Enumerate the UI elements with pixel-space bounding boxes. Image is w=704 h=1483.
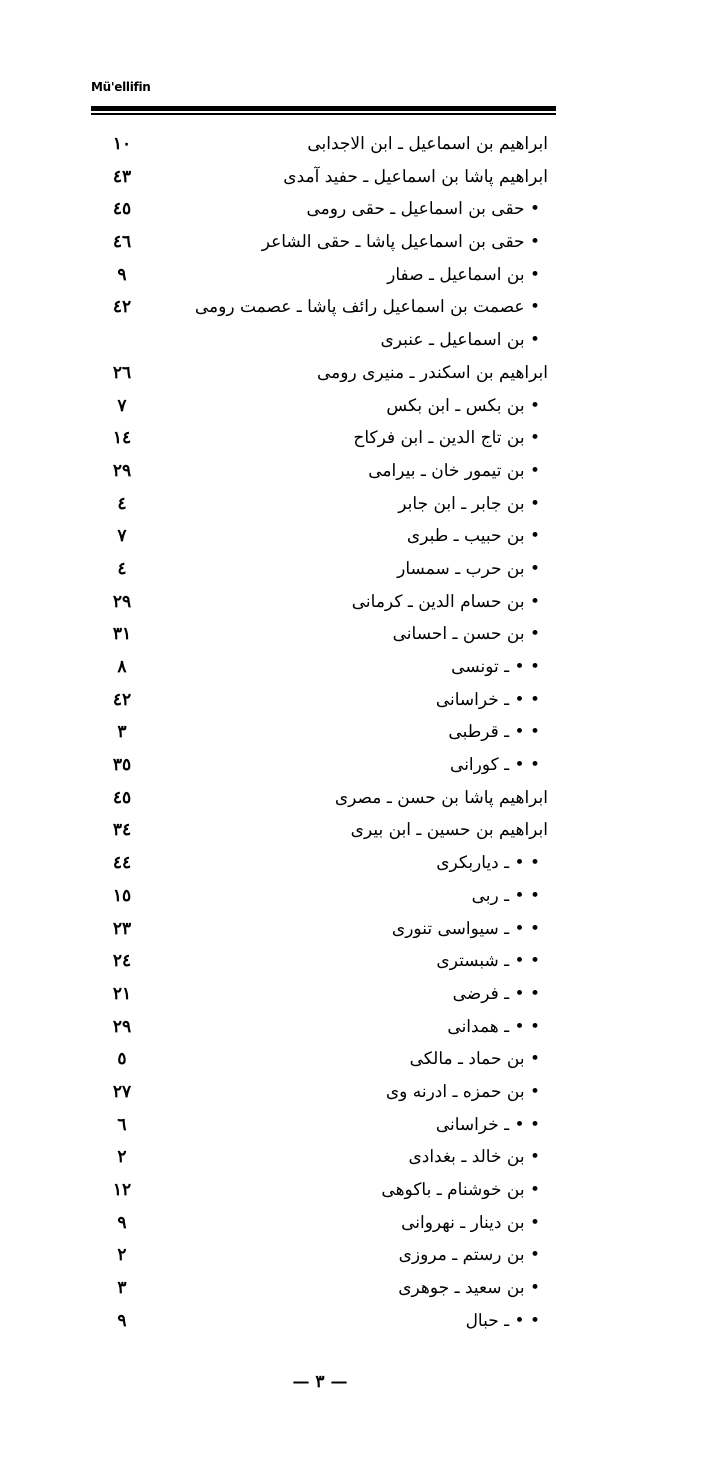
entry-page-number: ٢١ <box>112 983 132 1004</box>
index-entry <box>100 357 548 390</box>
entry-name: • • ـ ربى <box>471 885 540 906</box>
index-entry <box>100 1109 548 1142</box>
entry-name: • حقى بن اسماعيل ـ حقى رومى <box>306 199 540 220</box>
index-entry <box>100 128 548 161</box>
index-entry <box>100 390 548 423</box>
index-entry <box>100 913 548 946</box>
entry-name: • بن حسن ـ احسانى <box>392 624 540 645</box>
entry-name: • • ـ خراسانى <box>435 689 540 710</box>
entry-page-number: ٤٥ <box>112 199 132 220</box>
index-entry <box>100 1141 548 1174</box>
index-entry <box>100 193 548 226</box>
index-entry <box>100 1207 548 1240</box>
entry-page-number: ٤٦ <box>112 232 132 253</box>
entry-name: • بن حمزه ـ ادرنه وى <box>385 1081 540 1102</box>
entry-page-number: ٤ <box>117 558 127 579</box>
entry-page-number: ٤٤ <box>112 853 132 874</box>
entry-name: • بن اسماعيل ـ صفار <box>387 264 540 285</box>
entry-name: • • ـ شبسترى <box>436 951 540 972</box>
index-entries-list <box>100 128 548 1337</box>
index-entry <box>100 1011 548 1044</box>
index-entry <box>100 488 548 521</box>
entry-page-number: ٢٩ <box>112 1016 132 1037</box>
entry-page-number: ٣٤ <box>112 820 132 841</box>
entry-page-number: ٢٤ <box>112 951 132 972</box>
index-entry <box>100 978 548 1011</box>
index-entry <box>100 1305 548 1338</box>
entry-name: ابراهيم پاشا بن حسن ـ مصرى <box>334 787 548 808</box>
entry-page-number: ٢٩ <box>112 460 132 481</box>
entry-name: • بن حرب ـ سمسار <box>397 558 540 579</box>
running-head: Mü'ellifin <box>91 80 151 94</box>
entry-name: • بن سعيد ـ جوهرى <box>398 1278 540 1299</box>
index-entry <box>100 161 548 194</box>
entry-page-number: ٧ <box>117 526 127 547</box>
entry-page-number: ١٤ <box>112 428 132 449</box>
entry-page-number: ٤ <box>117 493 127 514</box>
index-entry <box>100 945 548 978</box>
entry-name: • • ـ همدانى <box>447 1016 540 1037</box>
entry-page-number: ٦ <box>117 1114 127 1135</box>
index-entry <box>100 1174 548 1207</box>
entry-page-number: ٣ <box>117 722 127 743</box>
entry-name: • • ـ فرضى <box>452 983 540 1004</box>
entry-name: ابراهيم بن اسكندر ـ منيرى رومى <box>316 362 548 383</box>
entry-page-number: ٣١ <box>112 624 132 645</box>
entry-name: • بن جابر ـ ابن جابر <box>398 493 540 514</box>
index-entry <box>100 618 548 651</box>
entry-name: • بن خوشنام ـ باكوهى <box>381 1180 540 1200</box>
entry-name: ابراهيم بن حسين ـ ابن بيرى <box>350 820 548 841</box>
entry-name: • بن تاج الدين ـ ابن فركاح <box>353 428 540 449</box>
entry-page-number: ٢ <box>117 1147 127 1168</box>
entry-name: • حقى بن اسماعيل پاشا ـ حقى الشاعر <box>261 232 540 253</box>
index-entry <box>100 814 548 847</box>
index-entry <box>100 651 548 684</box>
index-entry <box>100 226 548 259</box>
index-entry <box>100 422 548 455</box>
entry-name: • بن اسماعيل ـ عنبرى <box>380 330 540 351</box>
page-number: — ٣ — <box>292 1372 348 1392</box>
entry-name: • بن حسام الدين ـ كرمانى <box>351 591 540 612</box>
entry-name: • بن حبيب ـ طبرى <box>406 526 540 547</box>
entry-name: • • ـ كورانى <box>450 755 540 776</box>
entry-page-number: ٤٢ <box>112 297 132 318</box>
entry-page-number: ١٠ <box>112 134 132 154</box>
index-entry <box>100 749 548 782</box>
entry-page-number: ٩ <box>117 1212 127 1233</box>
entry-name: • عصمت بن اسماعيل رائف پاشا ـ عصمت رومى <box>194 297 540 318</box>
entry-page-number: ٣٥ <box>112 755 132 776</box>
entry-page-number: ٤٥ <box>112 787 132 808</box>
index-entry <box>100 1239 548 1272</box>
entry-name: • بن خالد ـ بغدادى <box>408 1147 540 1168</box>
index-entry <box>100 716 548 749</box>
entry-page-number: ٣ <box>117 1278 127 1299</box>
entry-page-number: ١٢ <box>112 1180 132 1200</box>
entry-name: • بن دينار ـ نهروانى <box>401 1212 540 1233</box>
entry-page-number: ٢٧ <box>112 1081 132 1102</box>
entry-name: • • ـ قرطبى <box>448 722 540 743</box>
entry-name: • • ـ سيواسى تنورى <box>391 918 540 939</box>
index-entry <box>100 586 548 619</box>
entry-page-number: ٥ <box>117 1049 127 1070</box>
entry-name: • • ـ دياربكرى <box>436 853 540 874</box>
index-entry <box>100 259 548 292</box>
index-entry <box>100 847 548 880</box>
entry-page-number: ٢ <box>117 1245 127 1266</box>
index-entry <box>100 324 548 357</box>
entry-page-number: ٨ <box>117 657 127 677</box>
entry-page-number: ٧ <box>117 395 127 416</box>
entry-name: ابراهيم بن اسماعيل ـ ابن الاجدابى <box>307 134 548 154</box>
entry-name: • بن تيمور خان ـ بيرامى <box>368 460 540 481</box>
entry-name: • بن حماد ـ مالكى <box>409 1049 540 1070</box>
entry-name: ابراهيم پاشا بن اسماعيل ـ حفيد آمدى <box>283 166 548 187</box>
index-entry <box>100 520 548 553</box>
index-entry <box>100 553 548 586</box>
entry-page-number: ٤٢ <box>112 689 132 710</box>
index-entry <box>100 1043 548 1076</box>
index-entry <box>100 1076 548 1109</box>
index-entry <box>100 1272 548 1305</box>
index-entry <box>100 782 548 815</box>
entry-page-number: ١٥ <box>112 885 132 906</box>
index-entry <box>100 684 548 717</box>
index-entry <box>100 880 548 913</box>
index-entry <box>100 291 548 324</box>
entry-page-number: ٩ <box>117 1310 127 1331</box>
entry-page-number: ٢٦ <box>112 362 132 383</box>
entry-name: • • ـ حبال <box>465 1310 540 1331</box>
index-entry <box>100 455 548 488</box>
header-rule-thick <box>91 106 556 111</box>
header-rule-thin <box>91 113 556 115</box>
entry-page-number: ٢٣ <box>112 918 132 939</box>
entry-page-number: ٢٩ <box>112 591 132 612</box>
entry-page-number: ٩ <box>117 264 127 285</box>
entry-name: • بن بكس ـ ابن بكس <box>386 395 540 416</box>
entry-name: • • ـ خراسانى <box>435 1114 540 1135</box>
entry-name: • • ـ تونسى <box>451 657 540 677</box>
entry-name: • بن رستم ـ مروزى <box>398 1245 540 1266</box>
entry-page-number: ٤٣ <box>112 166 132 187</box>
